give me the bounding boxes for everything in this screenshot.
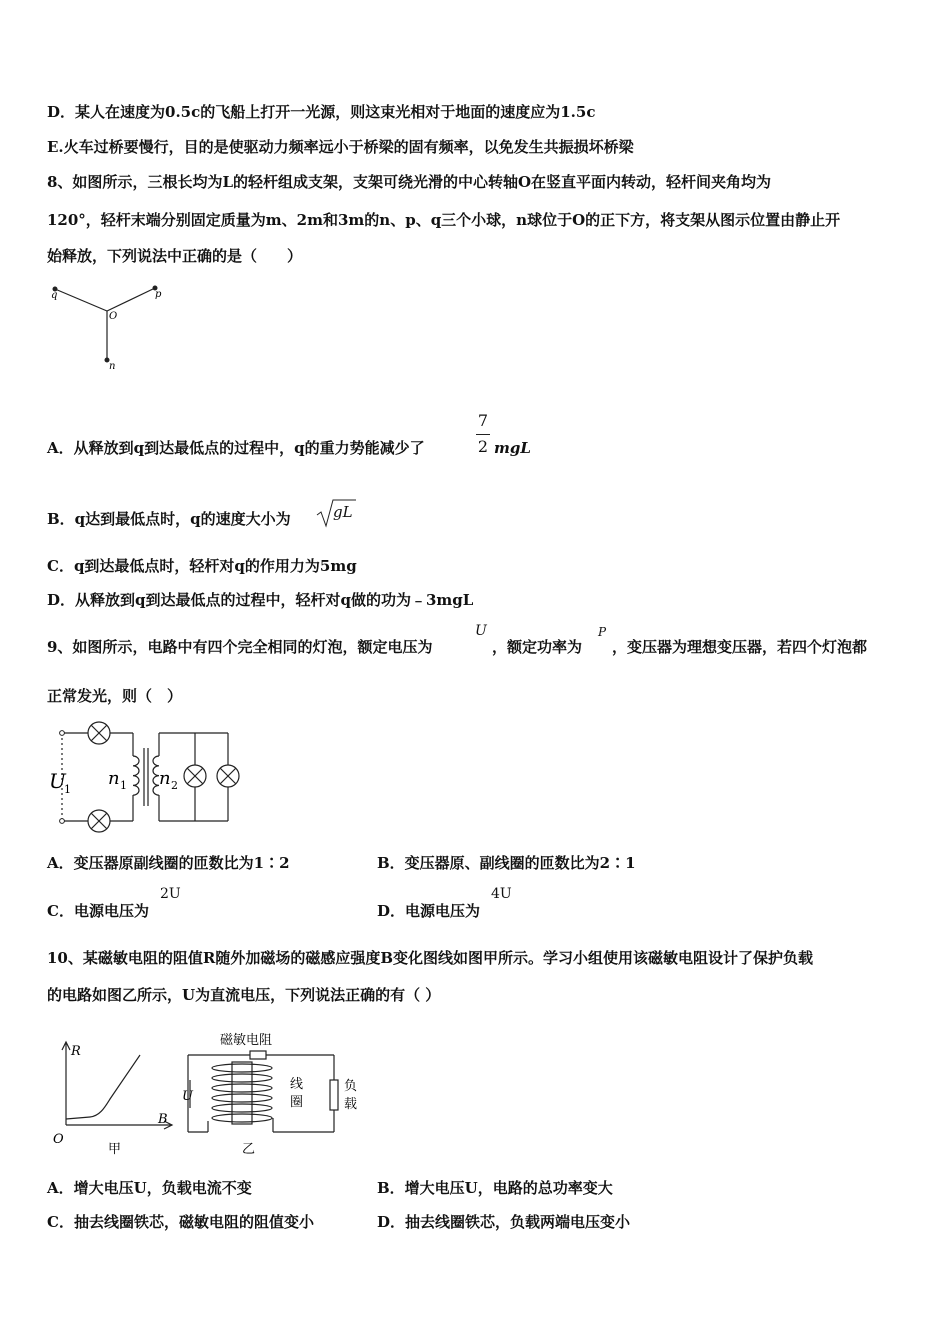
q8-label-q: q xyxy=(51,290,58,301)
q9-symbol-p: P xyxy=(598,625,607,639)
q9-label-u-sub: 1 xyxy=(64,783,71,796)
q10-label-load2: 载 xyxy=(344,1097,358,1112)
q9-label-n1: n xyxy=(108,768,120,789)
q10-label-u: U xyxy=(182,1089,193,1104)
q10-stem-line1: 10、某磁敏电阻的阻值R随外加磁场的磁感应强度B变化图线如图甲所示。学习小组使用该磁敏电阻设计了保护负载 xyxy=(47,949,814,967)
q8-stem-line2: 120°，轻杆末端分别固定质量为m、2m和3m的n、p、q三个小球，n球位于O的正下方，将支架从图示位置由静止开 xyxy=(47,211,841,229)
q8-stem-line3: 始释放，下列说法中正确的是（ ） xyxy=(47,247,303,265)
q8-option-a-numerator: 7 xyxy=(477,411,489,430)
q9-label-n1-sub: 1 xyxy=(120,779,127,792)
q9-label-n2: n xyxy=(159,768,171,789)
q10-graph-jia xyxy=(50,1033,180,1158)
q9-stem-line1a: 9、如图所示，电路中有四个完全相同的灯泡，额定电压为 xyxy=(47,638,433,656)
q8-option-a-denominator: 2 xyxy=(477,437,489,456)
q8-option-a: A．从释放到q到达最低点的过程中，q的重力势能减少了 xyxy=(47,439,425,457)
q9-option-a: A．变压器原副线圈的匝数比为1∶2 xyxy=(47,854,290,872)
q8-rod-figure xyxy=(45,280,175,380)
q9-option-c-value: 2U xyxy=(160,886,181,902)
q8-label-p: p xyxy=(155,289,162,300)
q9-symbol-u: U xyxy=(475,623,487,639)
q10-option-d: D．抽去线圈铁芯，负载两端电压变小 xyxy=(377,1213,631,1231)
q9-stem-line2: 正常发光，则（ ） xyxy=(47,687,183,705)
q8-option-b: B．q达到最低点时，q的速度大小为 xyxy=(47,510,291,528)
q10-label-o: O xyxy=(53,1132,64,1147)
q10-label-coil2: 圈 xyxy=(290,1095,304,1110)
magnetoresistor-icon xyxy=(250,1051,266,1059)
q10-label-load1: 负 xyxy=(344,1079,358,1094)
q8-option-b-radicand: gL xyxy=(333,503,353,521)
q9-label-n2-sub: 2 xyxy=(171,779,178,792)
q10-option-b: B．增大电压U，电路的总功率变大 xyxy=(377,1179,613,1197)
q10-label-b: B xyxy=(158,1112,168,1127)
q8-stem-line1: 8、如图所示，三根长均为L的轻杆组成支架，支架可绕光滑的中心转轴O在竖直平面内转动，轻杆间夹角均为 xyxy=(47,173,772,191)
q10-option-a: A．增大电压U，负载电流不变 xyxy=(47,1179,252,1197)
q8-label-n: n xyxy=(109,361,116,372)
fraction-bar xyxy=(476,434,490,435)
q8-option-a-tail: mgL xyxy=(494,439,531,457)
load-resistor-icon xyxy=(330,1080,338,1110)
q10-stem-line2: 的电路如图乙所示，U为直流电压，下列说法正确的有（ ） xyxy=(47,986,441,1004)
q8-option-c: C．q到达最低点时，轻杆对q的作用力为5mg xyxy=(47,557,357,575)
prev-option-e: E.火车过桥要慢行，目的是使驱动力频率远小于桥梁的固有频率，以免发生共振损坏桥梁 xyxy=(47,138,634,156)
q10-label-r: R xyxy=(71,1044,81,1059)
q10-label-jia: 甲 xyxy=(108,1142,122,1157)
q8-option-d: D．从释放到q到达最低点的过程中，轻杆对q做的功为﹣3mgL xyxy=(47,591,474,609)
q9-label-u: U xyxy=(49,769,66,793)
q10-label-coil1: 线 xyxy=(290,1077,304,1092)
q10-label-title: 磁敏电阻 xyxy=(220,1033,273,1048)
q10-circuit-yi xyxy=(180,1028,370,1158)
prev-option-d: D．某人在速度为0.5c的飞船上打开一光源，则这束光相对于地面的速度应为1.5c xyxy=(47,103,596,121)
q10-option-c: C．抽去线圈铁芯，磁敏电阻的阻值变小 xyxy=(47,1213,314,1231)
q9-option-d-value: 4U xyxy=(491,886,512,902)
q8-label-o: O xyxy=(109,311,118,322)
q9-stem-line1c: ，变压器为理想变压器，若四个灯泡都 xyxy=(612,638,868,656)
q9-transformer-circuit xyxy=(45,718,255,833)
q9-stem-line1b: ，额定功率为 xyxy=(492,638,583,656)
q10-label-yi: 乙 xyxy=(242,1142,256,1157)
q9-option-c: C．电源电压为 xyxy=(47,902,149,920)
q9-option-d: D．电源电压为 xyxy=(377,902,481,920)
q9-option-b: B．变压器原、副线圈的匝数比为2∶1 xyxy=(377,854,636,872)
